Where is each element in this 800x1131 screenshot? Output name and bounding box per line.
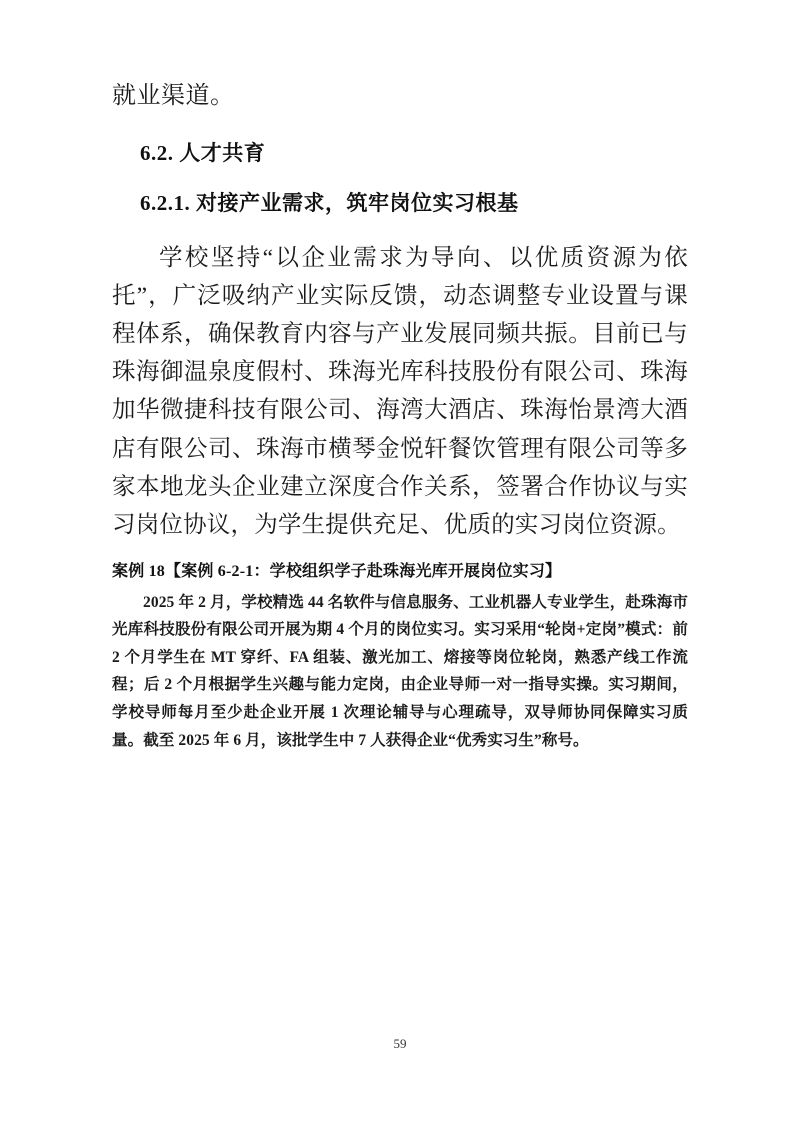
page-content xyxy=(112,78,688,754)
case-body: 2025 年 2 月，学校精选 44 名软件与信息服务、工业机器人专业学生，赴珠海市光库科技股份有限公司开展为期 4 个月的岗位实习。实习采用“轮岗+定岗”模式：前 2 个月学生在 MT 穿纤、FA 组装、激光加工、熔接等岗位轮岗，熟悉产线工作流程；后 2 个月根据学生兴趣与能力定岗，由企业导师一对一指导实操。实习期间，学校导师每月至少赴企业开展 1 次理论辅导与心理疏导，双导师协同保障实习质量。截至 2025 年 6 月，该批学生中 7 人获得企业“优秀实习生”称号。 xyxy=(112,593,688,749)
subsection-heading: 6.2.1. 对接产业需求，筑牢岗位实习根基 xyxy=(140,191,519,216)
section-heading: 6.2. 人才共育 xyxy=(140,141,266,166)
main-paragraph: 学校坚持“以企业需求为导向、以优质资源为依托”，广泛吸纳产业实际反馈，动态调整专业设置与课程体系，确保教育内容与产业发展同频共振。目前已与珠海御温泉度假村、珠海光库科技股份有限公司、珠海加华微捷科技有限公司、海湾大酒店、珠海怡景湾大酒店有限公司、珠海市横琴金悦轩餐饮管理有限公司等多家本地龙头企业建立深度合作关系，签署合作协议与实习岗位协议，为学生提供充足、优质的实习岗位资源。 xyxy=(112,245,688,538)
page-number: 59 xyxy=(393,1036,407,1051)
case-title: 案例 18【案例 6-2-1：学校组织学子赴珠海光库开展岗位实习】 xyxy=(112,562,562,580)
continued-paragraph: 就业渠道。 xyxy=(112,83,235,109)
